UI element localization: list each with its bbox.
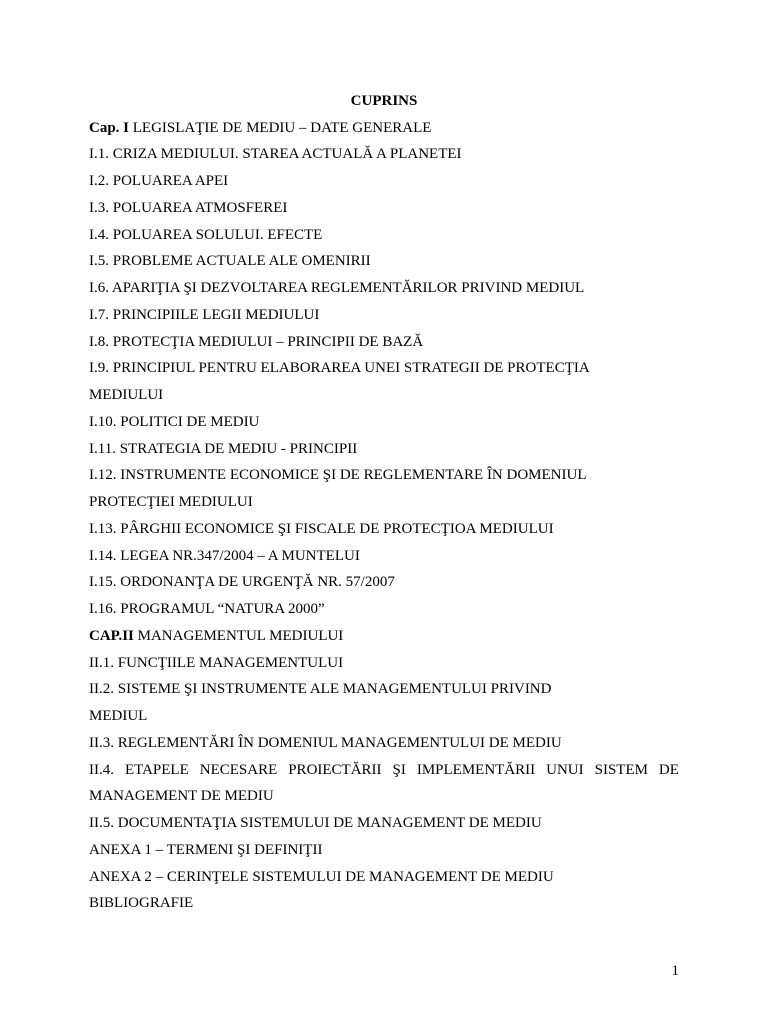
toc-entry-text: II.1. FUNCŢIILE MANAGEMENTULUI — [89, 654, 344, 671]
toc-entry — [89, 305, 679, 332]
toc-entry-text: II.2. SISTEME ŞI INSTRUMENTE ALE MANAGEMENTULUI PRIVIND — [89, 681, 552, 698]
page-title: CUPRINS — [350, 93, 418, 109]
toc-entry-text: II.5. DOCUMENTAŢIA SISTEMULUI DE MANAGEMENT DE MEDIU — [89, 815, 542, 831]
toc-entry — [89, 251, 679, 278]
toc-entry-text: PROTECŢIEI MEDIULUI — [89, 494, 253, 510]
toc-entry — [89, 385, 679, 412]
toc-entry-text: MANAGEMENT DE MEDIU — [89, 788, 274, 805]
toc-entry-text: I.11. STRATEGIA DE MEDIU - PRINCIPII — [89, 440, 358, 457]
toc-entry-text: I.6. APARIŢIA ŞI DEZVOLTAREA REGLEMENTĂRILOR PRIVIND MEDIUL — [89, 280, 585, 296]
chapter-label: CAP.II — [89, 627, 134, 644]
toc-entry-word: UNUI — [546, 761, 584, 778]
toc-entry-text: ANEXA 2 – CERINŢELE SISTEMULUI DE MANAGEMENT DE MEDIU — [89, 868, 554, 885]
toc-entry-text: I.10. POLITICI DE MEDIU — [89, 413, 260, 430]
toc-entry-text: BIBLIOGRAFIE — [89, 895, 194, 912]
toc-entry-word: ŞI — [392, 761, 406, 778]
toc-entry-text: I.2. POLUAREA APEI — [89, 173, 229, 189]
toc-entry-text: I.7. PRINCIPIILE LEGII MEDIULUI — [89, 306, 320, 323]
toc-entry-text: MEDIULUI — [89, 387, 164, 403]
toc-entry — [89, 599, 679, 626]
toc-entry-word: DE — [658, 761, 679, 778]
toc-entry-text: I.3. POLUAREA ATMOSFEREI — [89, 199, 288, 216]
toc-entry — [89, 679, 679, 706]
toc-entry — [89, 840, 679, 867]
toc-entry-text: I.14. LEGEA NR.347/2004 – A MUNTELUI — [89, 547, 360, 564]
toc-entry — [89, 465, 679, 492]
toc-entry-word: IMPLEMENTĂRII — [416, 761, 536, 778]
toc-entry — [89, 867, 679, 894]
toc-entry-text: ANEXA 1 – TERMENI ŞI DEFINIŢII — [89, 841, 323, 858]
toc-entry-text: MEDIUL — [89, 708, 148, 724]
toc-entry — [89, 118, 679, 145]
toc-entry-text: LEGISLAŢIE DE MEDIU – DATE GENERALE — [129, 119, 432, 136]
toc-entry-text: I.5. PROBLEME ACTUALE ALE OMENIRII — [89, 253, 371, 270]
toc-entry — [89, 225, 679, 252]
toc-entry — [89, 546, 679, 573]
table-of-contents — [89, 118, 679, 921]
toc-entry-word: ETAPELE — [124, 761, 189, 778]
toc-entry-text: I.1. CRIZA MEDIULUI. STAREA ACTUALĂ A PLANETEI — [89, 146, 462, 163]
toc-entry-text: I.9. PRINCIPIUL PENTRU ELABORAREA UNEI STRATEGII DE PROTECŢIA — [89, 360, 590, 377]
toc-entry — [89, 171, 679, 198]
toc-entry — [89, 653, 679, 680]
chapter-label: Cap. I — [89, 119, 130, 136]
toc-entry-text: I.4. POLUAREA SOLULUI. EFECTE — [89, 226, 323, 243]
toc-entry-text: I.12. INSTRUMENTE ECONOMICE ŞI DE REGLEMENTARE ÎN DOMENIUL — [89, 467, 587, 484]
toc-entry — [89, 198, 679, 225]
toc-entry — [89, 893, 679, 920]
toc-entry — [89, 492, 679, 519]
toc-entry-word: II.4. — [89, 761, 114, 778]
toc-entry-word: PROIECTĂRII — [288, 761, 382, 778]
page-number: 1 — [671, 963, 679, 979]
toc-entry — [89, 786, 679, 813]
toc-entry-text: I.8. PROTECŢIA MEDIULUI – PRINCIPII DE BAZĂ — [89, 333, 424, 350]
toc-entry — [89, 278, 679, 305]
toc-entry-text: MANAGEMENTUL MEDIULUI — [133, 627, 344, 644]
toc-entry — [89, 733, 679, 760]
toc-entry-text: I.13. PÂRGHII ECONOMICE ŞI FISCALE DE PROTECŢIOA MEDIULUI — [89, 520, 554, 537]
toc-entry-text: I.15. ORDONANŢA DE URGENŢĂ NR. 57/2007 — [89, 574, 395, 591]
toc-entry — [89, 439, 679, 466]
toc-entry — [89, 572, 679, 599]
toc-entry — [89, 626, 679, 653]
toc-entry — [89, 412, 679, 439]
toc-entry-word: NECESARE — [199, 761, 278, 778]
toc-entry — [89, 519, 679, 546]
toc-entry-text: I.16. PROGRAMUL “NATURA 2000” — [89, 601, 325, 617]
toc-entry — [89, 813, 679, 840]
toc-entry — [89, 358, 679, 385]
toc-entry — [89, 332, 679, 359]
toc-entry — [89, 144, 679, 171]
toc-entry-word: SISTEM — [594, 761, 648, 778]
toc-entry — [89, 706, 679, 733]
toc-entry — [89, 760, 679, 787]
toc-entry-text: II.3. REGLEMENTĂRI ÎN DOMENIUL MANAGEMENTULUI DE MEDIU — [89, 734, 562, 751]
